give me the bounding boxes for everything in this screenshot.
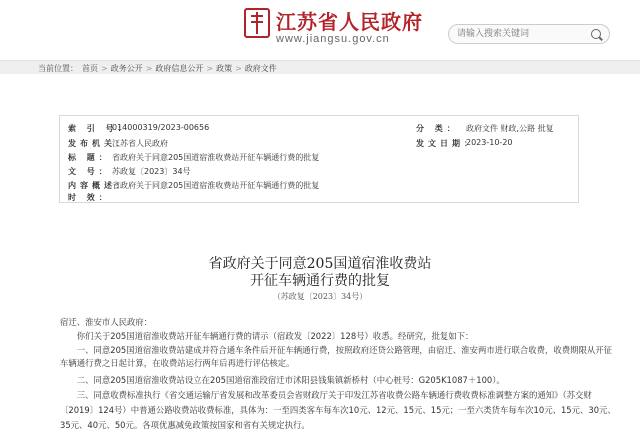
meta-publisher-value: 江苏省人民政府	[112, 139, 168, 148]
meta-doc-no-label: 文 号：	[68, 167, 111, 176]
search-box	[448, 24, 610, 44]
breadcrumb	[0, 60, 640, 74]
breadcrumb-separator: >	[206, 64, 214, 73]
search-input[interactable]	[457, 27, 581, 41]
meta-topic-label: 内容概述：	[68, 181, 128, 190]
document-title-line-1: 省政府关于同意205国道宿淮收费站	[208, 256, 432, 272]
meta-title-value: 省政府关于同意205国道宿淮收费站开征车辆通行费的批复	[112, 153, 320, 162]
meta-doc-no-value: 苏政复〔2023〕34号	[112, 167, 191, 176]
document-paragraph: 车辆通行费之日起计算，在收费站运行两年后再进行评估核定。	[60, 358, 295, 368]
meta-category-label: 分 类：	[416, 124, 459, 133]
document-paragraph: 三、同意收费标准执行《省交通运输厅省发展和改革委员会省财政厅关于印发江苏省收费公路车辆通行费收费标准调整方案的通知》（苏交财	[60, 390, 592, 400]
meta-index-value: 014000319/2023-00656	[112, 123, 210, 132]
breadcrumb-policy[interactable]: 政策	[216, 64, 233, 73]
document-paragraph: 〔2019〕124号）中普通公路收费站收费标准，具体为：一至四类客车每车次10元、12元、15元、15元；一至六类货车每车次10元、15元、30元、	[60, 405, 616, 415]
breadcrumb-separator: >	[235, 64, 242, 73]
breadcrumb-gov-documents[interactable]: 政府文件	[244, 64, 277, 73]
meta-publisher-label: 发布机关：	[68, 139, 128, 148]
document-paragraph: 35元、40元、50元。各项优惠减免政策按国家和省有关规定执行。	[60, 420, 310, 430]
meta-topic-value: 省政府关于同意205国道宿淮收费站开征车辆通行费的批复	[112, 181, 320, 190]
meta-row-topic	[60, 180, 578, 192]
meta-row-title	[60, 152, 578, 164]
document-number: （苏政复〔2023〕34号）	[272, 292, 368, 301]
document-metadata-box	[59, 115, 579, 203]
breadcrumb-label: 当前位置：	[38, 64, 78, 73]
meta-date-label: 发文日期：	[416, 139, 476, 148]
meta-row-publisher	[60, 138, 578, 150]
meta-category-value: 政府文件 财政,公路 批复	[466, 124, 554, 133]
meta-index-label: 索 引 号：	[68, 124, 130, 133]
breadcrumb-home[interactable]: 首页	[82, 64, 98, 73]
meta-row-doc-no	[60, 166, 578, 178]
breadcrumb-separator: >	[145, 64, 153, 73]
document-paragraph: 一、同意205国道宿淮收费站建成并符合通车条件后开征车辆通行费，按照政府还贷公路管理，由宿迁、淮安两市进行联合收费，收费期限从开征	[60, 345, 612, 355]
document-paragraph: 你们关于205国道宿淮收费站开征车辆通行费的请示（宿政发〔2022〕128号）收悉。经研究，批复如下：	[60, 331, 474, 341]
site-title[interactable]: 江苏省人民政府	[276, 10, 423, 34]
breadcrumb-gov-affairs[interactable]: 政务公开	[110, 64, 143, 73]
meta-title-label: 标 题：	[68, 153, 111, 162]
meta-row-validity	[60, 192, 578, 204]
document-salutation: 宿迁、淮安市人民政府：	[60, 317, 153, 327]
meta-row-index	[60, 123, 578, 135]
breadcrumb-separator: >	[101, 64, 108, 73]
site-header	[0, 0, 640, 60]
site-url: www.jiangsu.gov.cn	[276, 33, 390, 45]
meta-date-value: 2023-10-20	[466, 138, 513, 147]
government-emblem-icon[interactable]	[244, 8, 270, 38]
document-paragraph: 二、同意205国道宿淮收费站设立在205国道宿淮段宿迁市沭阳县钱集镇新桥村（中心桩号：G205K1087＋100）。	[60, 375, 505, 385]
meta-validity-label: 时 效：	[68, 193, 111, 202]
document-title-line-2: 开征车辆通行费的批复	[250, 273, 390, 289]
breadcrumb-info-disclosure[interactable]: 政府信息公开	[155, 64, 204, 73]
search-icon[interactable]	[591, 29, 601, 39]
